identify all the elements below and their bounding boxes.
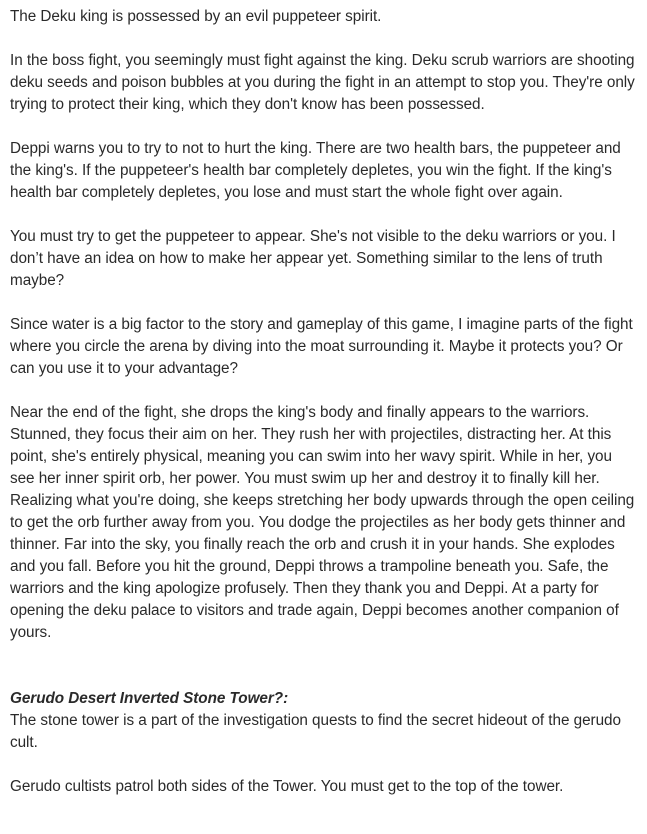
paragraph-gap (10, 28, 640, 50)
paragraph-fight-ending: Near the end of the fight, she drops the king's body and finally appears to the warriors. Stunned, they focus their aim on her. They rush her with projectiles, distracting her. At this point, she's entirely physical, meaning you can swim into her wavy spirit. While in her, you see her inner spirit orb, her power. You must swim up her and destroy it to finally kill her. Realizing what you're doing, she keeps stretching her body upwards through the open ceiling to get the orb further away from you. You dodge the projectiles as her body gets thinner and thinner. Far into the sky, you finally reach the orb and crush it in your hands. She explodes and you fall. Before you hit the ground, Deppi throws a trampoline beneath you. Safe, the warriors and the king apologize profusely. Then they thank you and Deppi. At a party for opening the deku palace to visitors and trade again, Deppi becomes another companion of yours. (10, 404, 635, 641)
paragraph-stone-tower: The stone tower is a part of the investigation quests to find the secret hideout of the gerudo cult. (10, 712, 621, 751)
paragraph-gerudo-cultists: Gerudo cultists patrol both sides of the Tower. You must get to the top of the tower. (10, 778, 564, 795)
paragraph-boss-fight: In the boss fight, you seemingly must fight against the king. Deku scrub warriors are shooting deku seeds and poison bubbles at you during the fight in an attempt to stop you. They're only trying to protect their king, which they don't know has been possessed. (10, 52, 635, 113)
paragraph-gap (10, 754, 640, 776)
paragraph-gap (10, 116, 640, 138)
paragraph-puppeteer-appear: You must try to get the puppeteer to appear. She's not visible to the deku warriors or you. I don’t have an idea on how to make her appear yet. Something similar to the lens of truth maybe? (10, 228, 616, 289)
section-gap (10, 644, 640, 688)
document-body (10, 6, 640, 798)
section-heading-gerudo-tower: Gerudo Desert Inverted Stone Tower?: (10, 690, 289, 707)
paragraph-deku-king-intro: The Deku king is possessed by an evil puppeteer spirit. (10, 8, 382, 25)
paragraph-gap (10, 380, 640, 402)
paragraph-health-bars: Deppi warns you to try to not to hurt the king. There are two health bars, the puppeteer and the king's. If the puppeteer's health bar completely depletes, you win the fight. If the king's health bar completely depletes, you lose and must start the whole fight over again. (10, 140, 621, 201)
paragraph-gap (10, 204, 640, 226)
paragraph-gap (10, 292, 640, 314)
paragraph-water-moat: Since water is a big factor to the story and gameplay of this game, I imagine parts of the fight where you circle the arena by diving into the moat surrounding it. Maybe it protects you? Or can you use it to your advantage? (10, 316, 633, 377)
